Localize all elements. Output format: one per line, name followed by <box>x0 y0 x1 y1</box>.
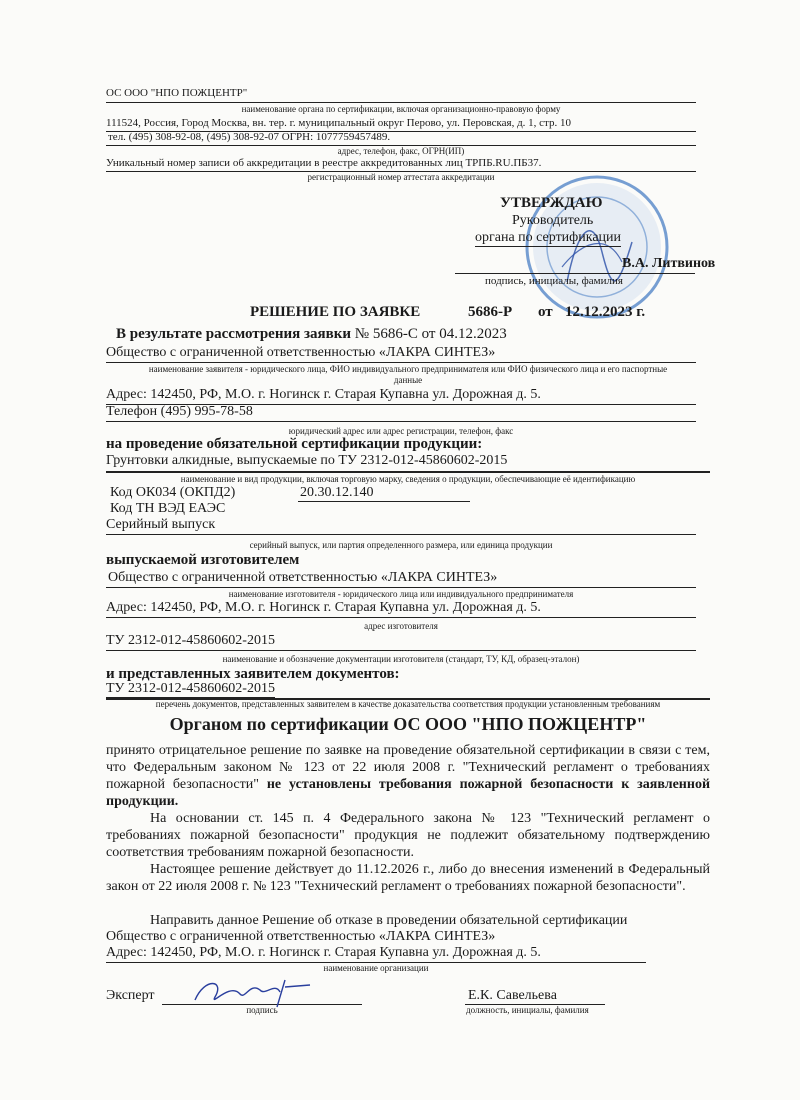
okpd-label: Код ОК034 (ОКПД2) <box>110 485 236 500</box>
series: Серийный выпуск <box>106 517 216 532</box>
recipient-name: Общество с ограниченной ответственностью «ЛАКРА СИНТЕЗ» <box>106 929 496 944</box>
approval-role: Руководитель <box>512 213 594 228</box>
paragraph-1: принято отрицательное решение по заявке на проведение обязательной сертификации в связи с тем, что Федеральным законом № 123 от 22 июля 2008 г. "Технический регламент о требованиях пожарной безопасности" не установлены требования пожарной безопасности к заявленной продукции. <box>106 743 711 809</box>
okpd-value: 20.30.12.140 <box>300 485 374 500</box>
paragraph-2: На основании ст. 145 п. 4 Федерального закона № 123 "Технический регламент о требованиях пожарной безопасности" продукция не подлежит обязательному подтверждению соответствия требованиям пожарной безопасности. <box>106 811 710 860</box>
caption: серийный выпуск, или партия определенного размера, или единица продукции <box>249 540 553 550</box>
caption: перечень документов, представленных заявителем в качестве доказательства соответствия продукции установленным требованиям <box>155 699 661 709</box>
caption: наименование органа по сертификации, включая организационно-правовую форму <box>241 104 561 114</box>
divider <box>298 501 470 502</box>
submitted-docs-label: и представленных заявителем документов: <box>106 666 400 682</box>
caption: адрес, телефон, факс, ОГРН(ИП) <box>337 146 465 156</box>
decision-from: от <box>538 304 553 320</box>
tnved-label: Код ТН ВЭД ЕАЭС <box>110 501 226 516</box>
accreditation-number: Уникальный номер записи об аккредитации в реестре аккредитованных лиц ТРПБ.RU.ПБ37. <box>106 157 542 169</box>
org-phone: тел. (495) 308-92-08, (495) 308-92-07 ОГРН: 1077759457489. <box>108 131 391 143</box>
caption: регистрационный номер аттестата аккредитации <box>307 172 495 182</box>
org-address: 111524, Россия, Город Москва, вн. тер. г. муниципальный округ Перово, ул. Перовская, д. 1, стр. 10 <box>106 117 571 129</box>
caption: наименование и вид продукции, включая торговую марку, сведения о продукции, обеспечивающие её идентификацию <box>180 474 636 484</box>
manufacturer-label: выпускаемой изготовителем <box>106 552 300 568</box>
expert-name: Е.К. Савельева <box>468 988 557 1003</box>
divider <box>106 534 696 535</box>
signature-line <box>455 273 695 274</box>
paragraph-4: Направить данное Решение об отказе в проведении обязательной сертификации <box>150 913 628 928</box>
applicant-address: Адрес: 142450, РФ, М.О. г. Ногинск г. Старая Купавна ул. Дорожная д. 5. <box>106 387 541 402</box>
caption: наименование и обозначение документации изготовителя (стандарт, ТУ, КД, образец-эталон) <box>222 654 580 664</box>
caption: данные <box>393 375 423 385</box>
body-heading: Органом по сертификации ОС ООО "НПО ПОЖЦЕНТР" <box>169 714 647 734</box>
purpose-label: на проведение обязательной сертификации продукции: <box>106 436 483 452</box>
paragraph-3: Настоящее решение действует до 11.12.2026 г., либо до внесения изменений в Федеральный закон от 22 июля 2008 г. № 123 "Технический регламент о требованиях пожарной безопасности". <box>106 862 710 894</box>
manufacturer-address: Адрес: 142450, РФ, М.О. г. Ногинск г. Старая Купавна ул. Дорожная д. 5. <box>106 600 541 615</box>
caption: наименование заявителя - юридического лица, ФИО индивидуального предпринимателя или ФИО физического лица и его паспортные <box>148 364 668 374</box>
decision-number: 5686-Р <box>468 304 513 320</box>
decision-date: 12.12.2023 г. <box>565 304 646 320</box>
divider <box>106 650 696 651</box>
divider <box>106 362 696 363</box>
application-intro: В результате рассмотрения заявки № 5686-С от 04.12.2023 <box>116 326 507 342</box>
caption: должность, инициалы, фамилия <box>466 1005 589 1015</box>
decision-title: РЕШЕНИЕ ПО ЗАЯВКЕ <box>250 304 421 320</box>
divider <box>106 471 710 473</box>
caption: наименование изготовителя - юридического лица или индивидуального предпринимателя <box>228 589 574 599</box>
caption: подпись <box>246 1005 278 1015</box>
divider <box>106 587 696 588</box>
approver-name: В.А. Литвинов <box>622 256 716 271</box>
divider <box>106 617 696 618</box>
manufacturer-docs: ТУ 2312-012-45860602-2015 <box>106 633 275 648</box>
expert-label: Эксперт <box>106 988 155 1003</box>
divider <box>106 421 696 422</box>
applicant-phone: Телефон (495) 995-78-58 <box>106 404 253 419</box>
approval-title: УТВЕРЖДАЮ <box>500 195 603 211</box>
applicant-name: Общество с ограниченной ответственностью «ЛАКРА СИНТЕЗ» <box>106 345 496 360</box>
divider <box>106 102 696 103</box>
caption: подпись, инициалы, фамилия <box>485 275 623 287</box>
org-name: ОС ООО "НПО ПОЖЦЕНТР" <box>106 87 248 99</box>
caption: наименование организации <box>323 963 429 973</box>
caption: адрес изготовителя <box>364 621 438 631</box>
submitted-docs: ТУ 2312-012-45860602-2015 <box>106 681 275 696</box>
manufacturer-name: Общество с ограниченной ответственностью «ЛАКРА СИНТЕЗ» <box>108 570 498 585</box>
product-name: Грунтовки алкидные, выпускаемые по ТУ 2312-012-45860602-2015 <box>106 453 508 468</box>
recipient-address: Адрес: 142450, РФ, М.О. г. Ногинск г. Старая Купавна ул. Дорожная д. 5. <box>106 945 541 960</box>
caption: юридический адрес или адрес регистрации, телефон, факс <box>288 426 514 436</box>
approval-role-2: органа по сертификации <box>475 230 622 245</box>
